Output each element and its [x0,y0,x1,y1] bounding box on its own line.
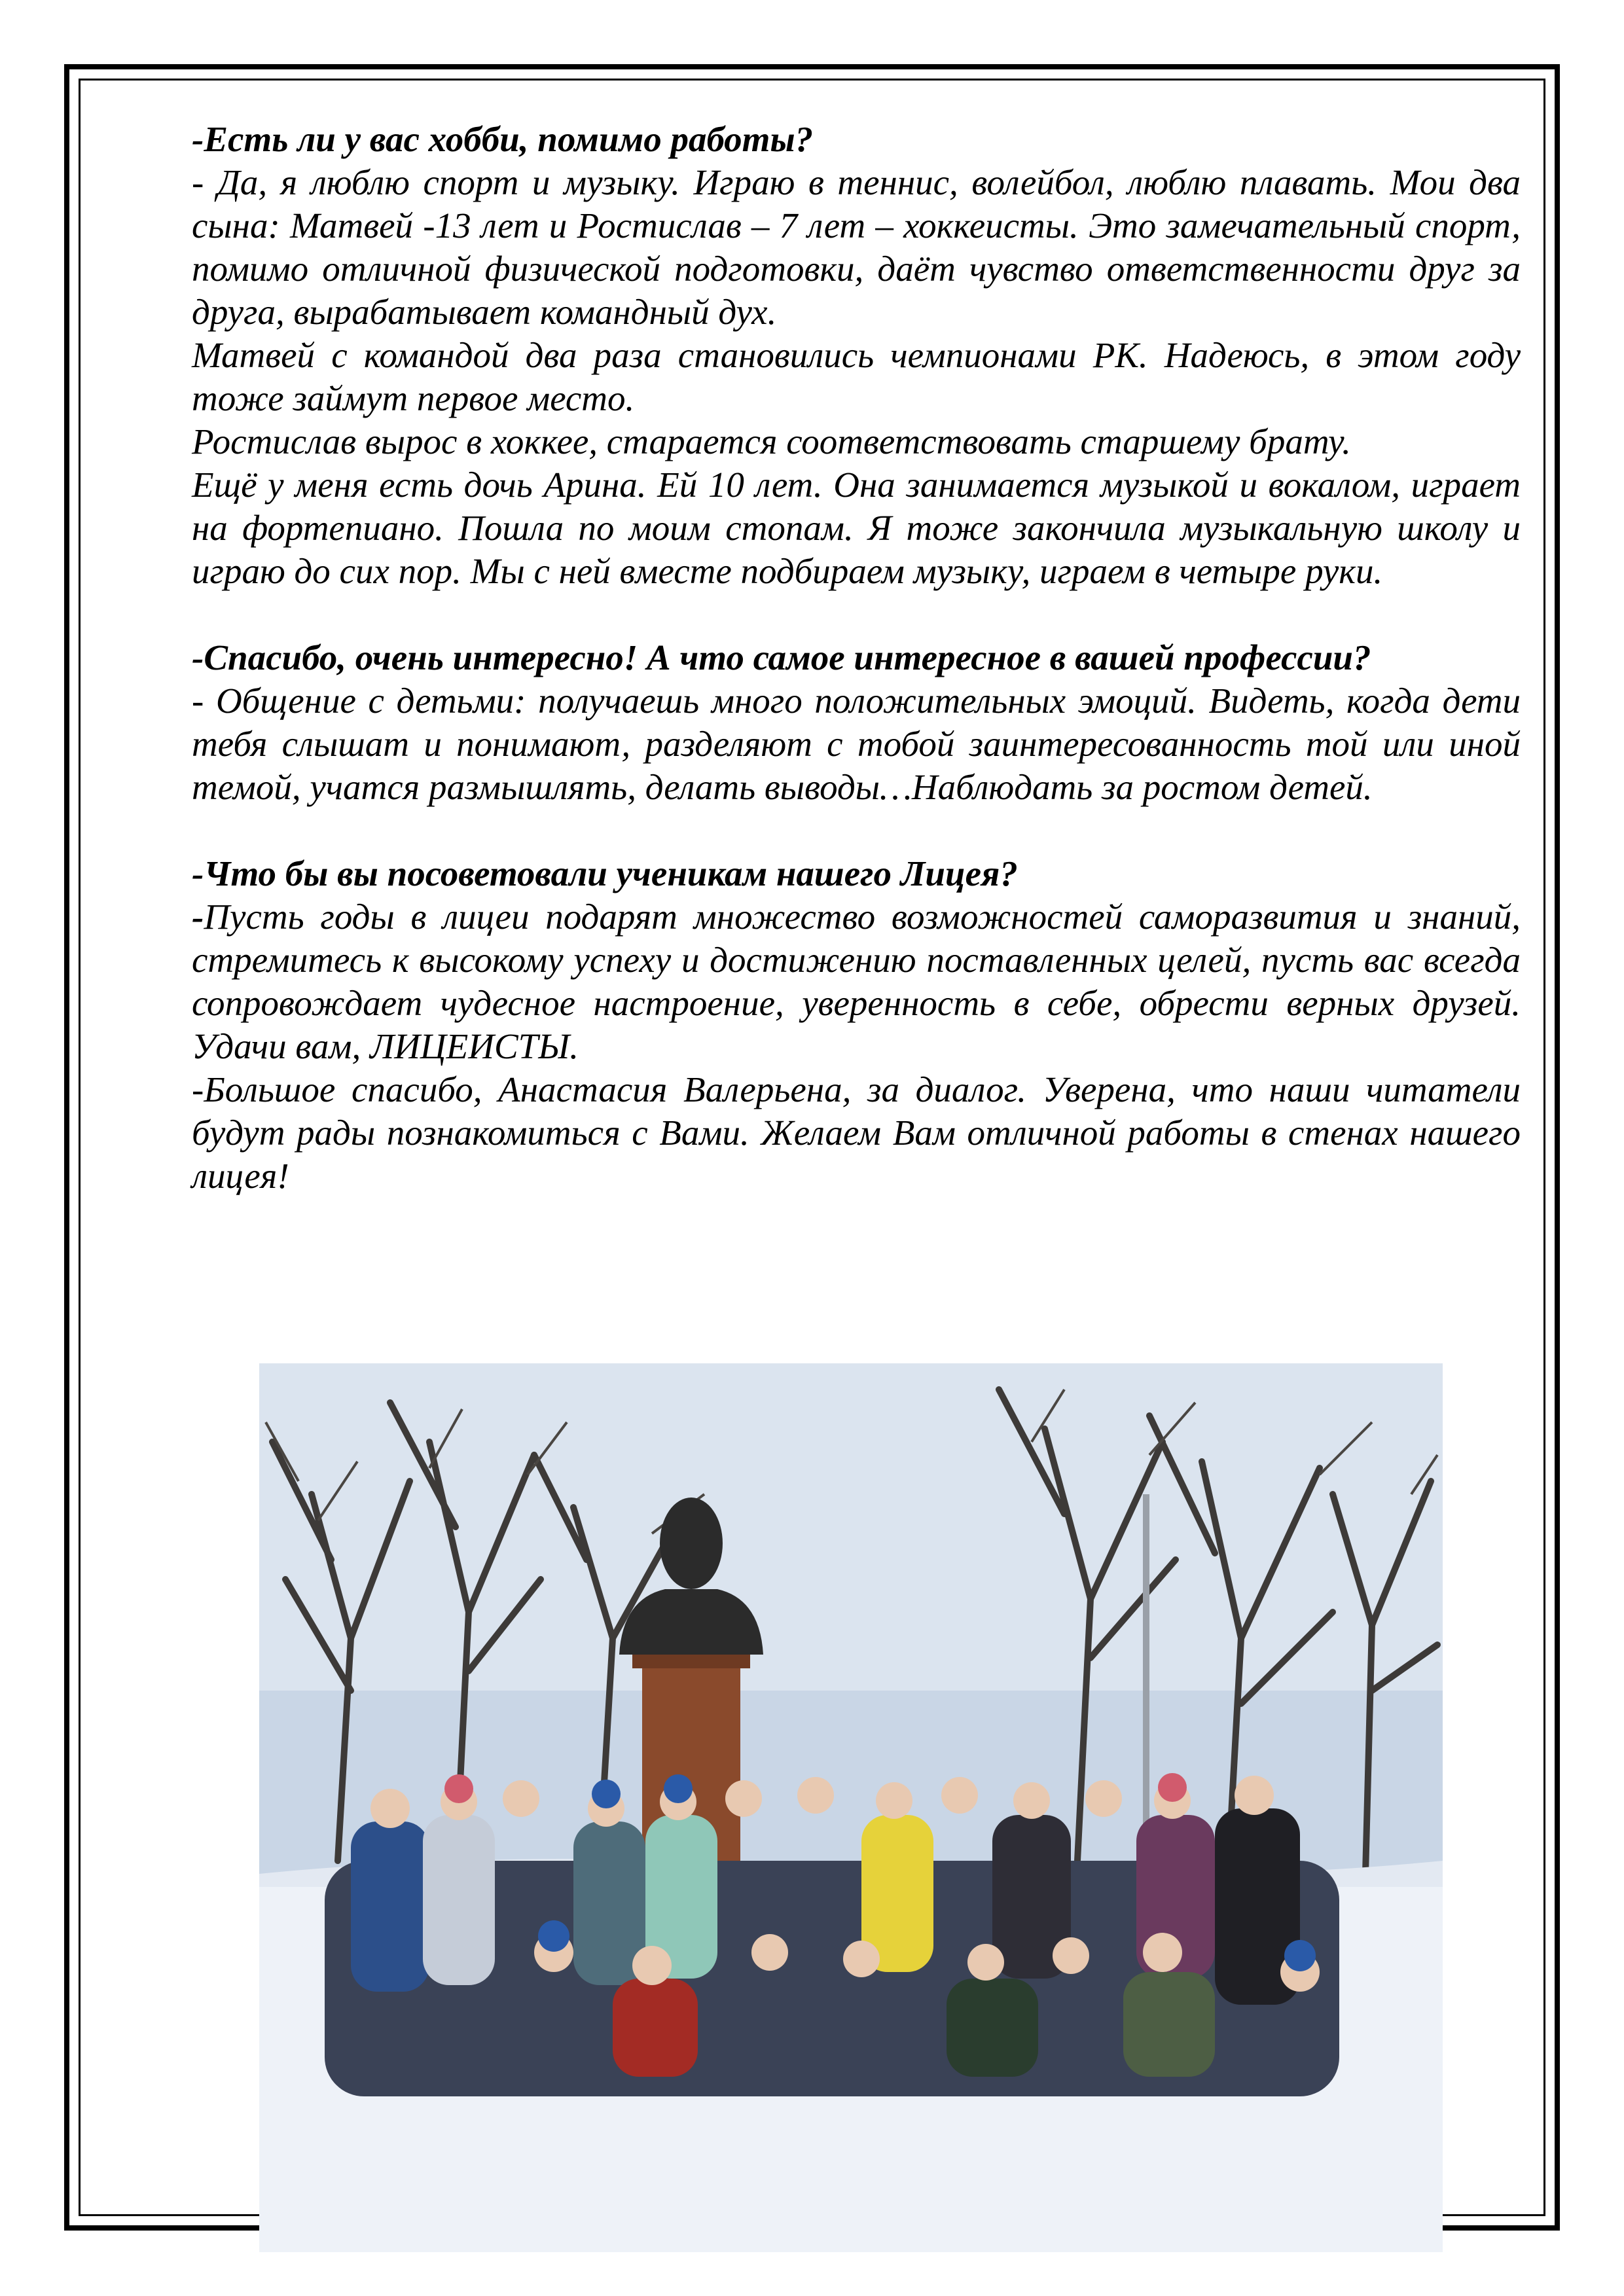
question-advice: -Что бы вы посоветовали ученикам нашего Лицея? [192,853,1018,893]
question-hobby: -Есть ли у вас хобби, помимо работы? [192,119,814,159]
answer-advice [192,895,1521,1068]
answer-advice-text: Пусть годы в лицеи подарят множество возможностей саморазвития и знаний, стремитесь к высокому успеху и достижению поставленных целей, пусть вас всегда сопровождает чудесное настроение, уверенность в себе, обрести верных друзей. Удачи вам, ЛИЦЕИСТЫ. [192,897,1521,1066]
group-photo-winter-monument-icon [259,1363,1443,2252]
group-photo [259,1363,1443,2252]
question-profession: -Спасибо, очень интересно! А что самое интересное в вашей профессии? [192,637,1371,677]
answer-advice-dash: - [192,897,204,937]
answer-hobby-paragraph: Ещё у меня есть дочь Арина. Ей 10 лет. Она занимается музыкой и вокалом, играет на фортепиано. Пошла по моим стопам. Я тоже закончила музыкальную школу и играю до сих пор. Мы с ней вместе подбираем музыку, играем в четыре руки. [192,465,1521,591]
closing-remarks: -Большое спасибо, Анастасия Валерьена, за диалог. Уверена, что наши читатели будут рады познакомиться с Вами. Желаем Вам отличной работы в стенах нашего лицея! [192,1069,1521,1196]
answer-profession: - Общение с детьми: получаешь много положительных эмоций. Видеть, когда дети тебя слышат и понимают, разделяют с тобой заинтересованность той или иной темой, учатся размышлять, делать выводы…Наблюдать за ростом детей. [192,681,1521,807]
answer-hobby-paragraph: Матвей с командой два раза становились чемпионами РК. Надеюсь, в этом году тоже займут первое место. [192,335,1521,418]
answer-hobby-paragraph: Ростислав вырос в хоккее, старается соответствовать старшему брату. [192,422,1351,461]
interview-text [192,118,1521,1198]
answer-hobby-paragraph: - Да, я люблю спорт и музыку. Играю в теннис, волейбол, люблю плавать. Мои два сына: Матвей -13 лет и Ростислав – 7 лет – хоккеисты. Это замечательный спорт, помимо отличной физической подготовки, даёт чувство ответственности друг за друга, вырабатывает командный дух. [192,162,1521,332]
